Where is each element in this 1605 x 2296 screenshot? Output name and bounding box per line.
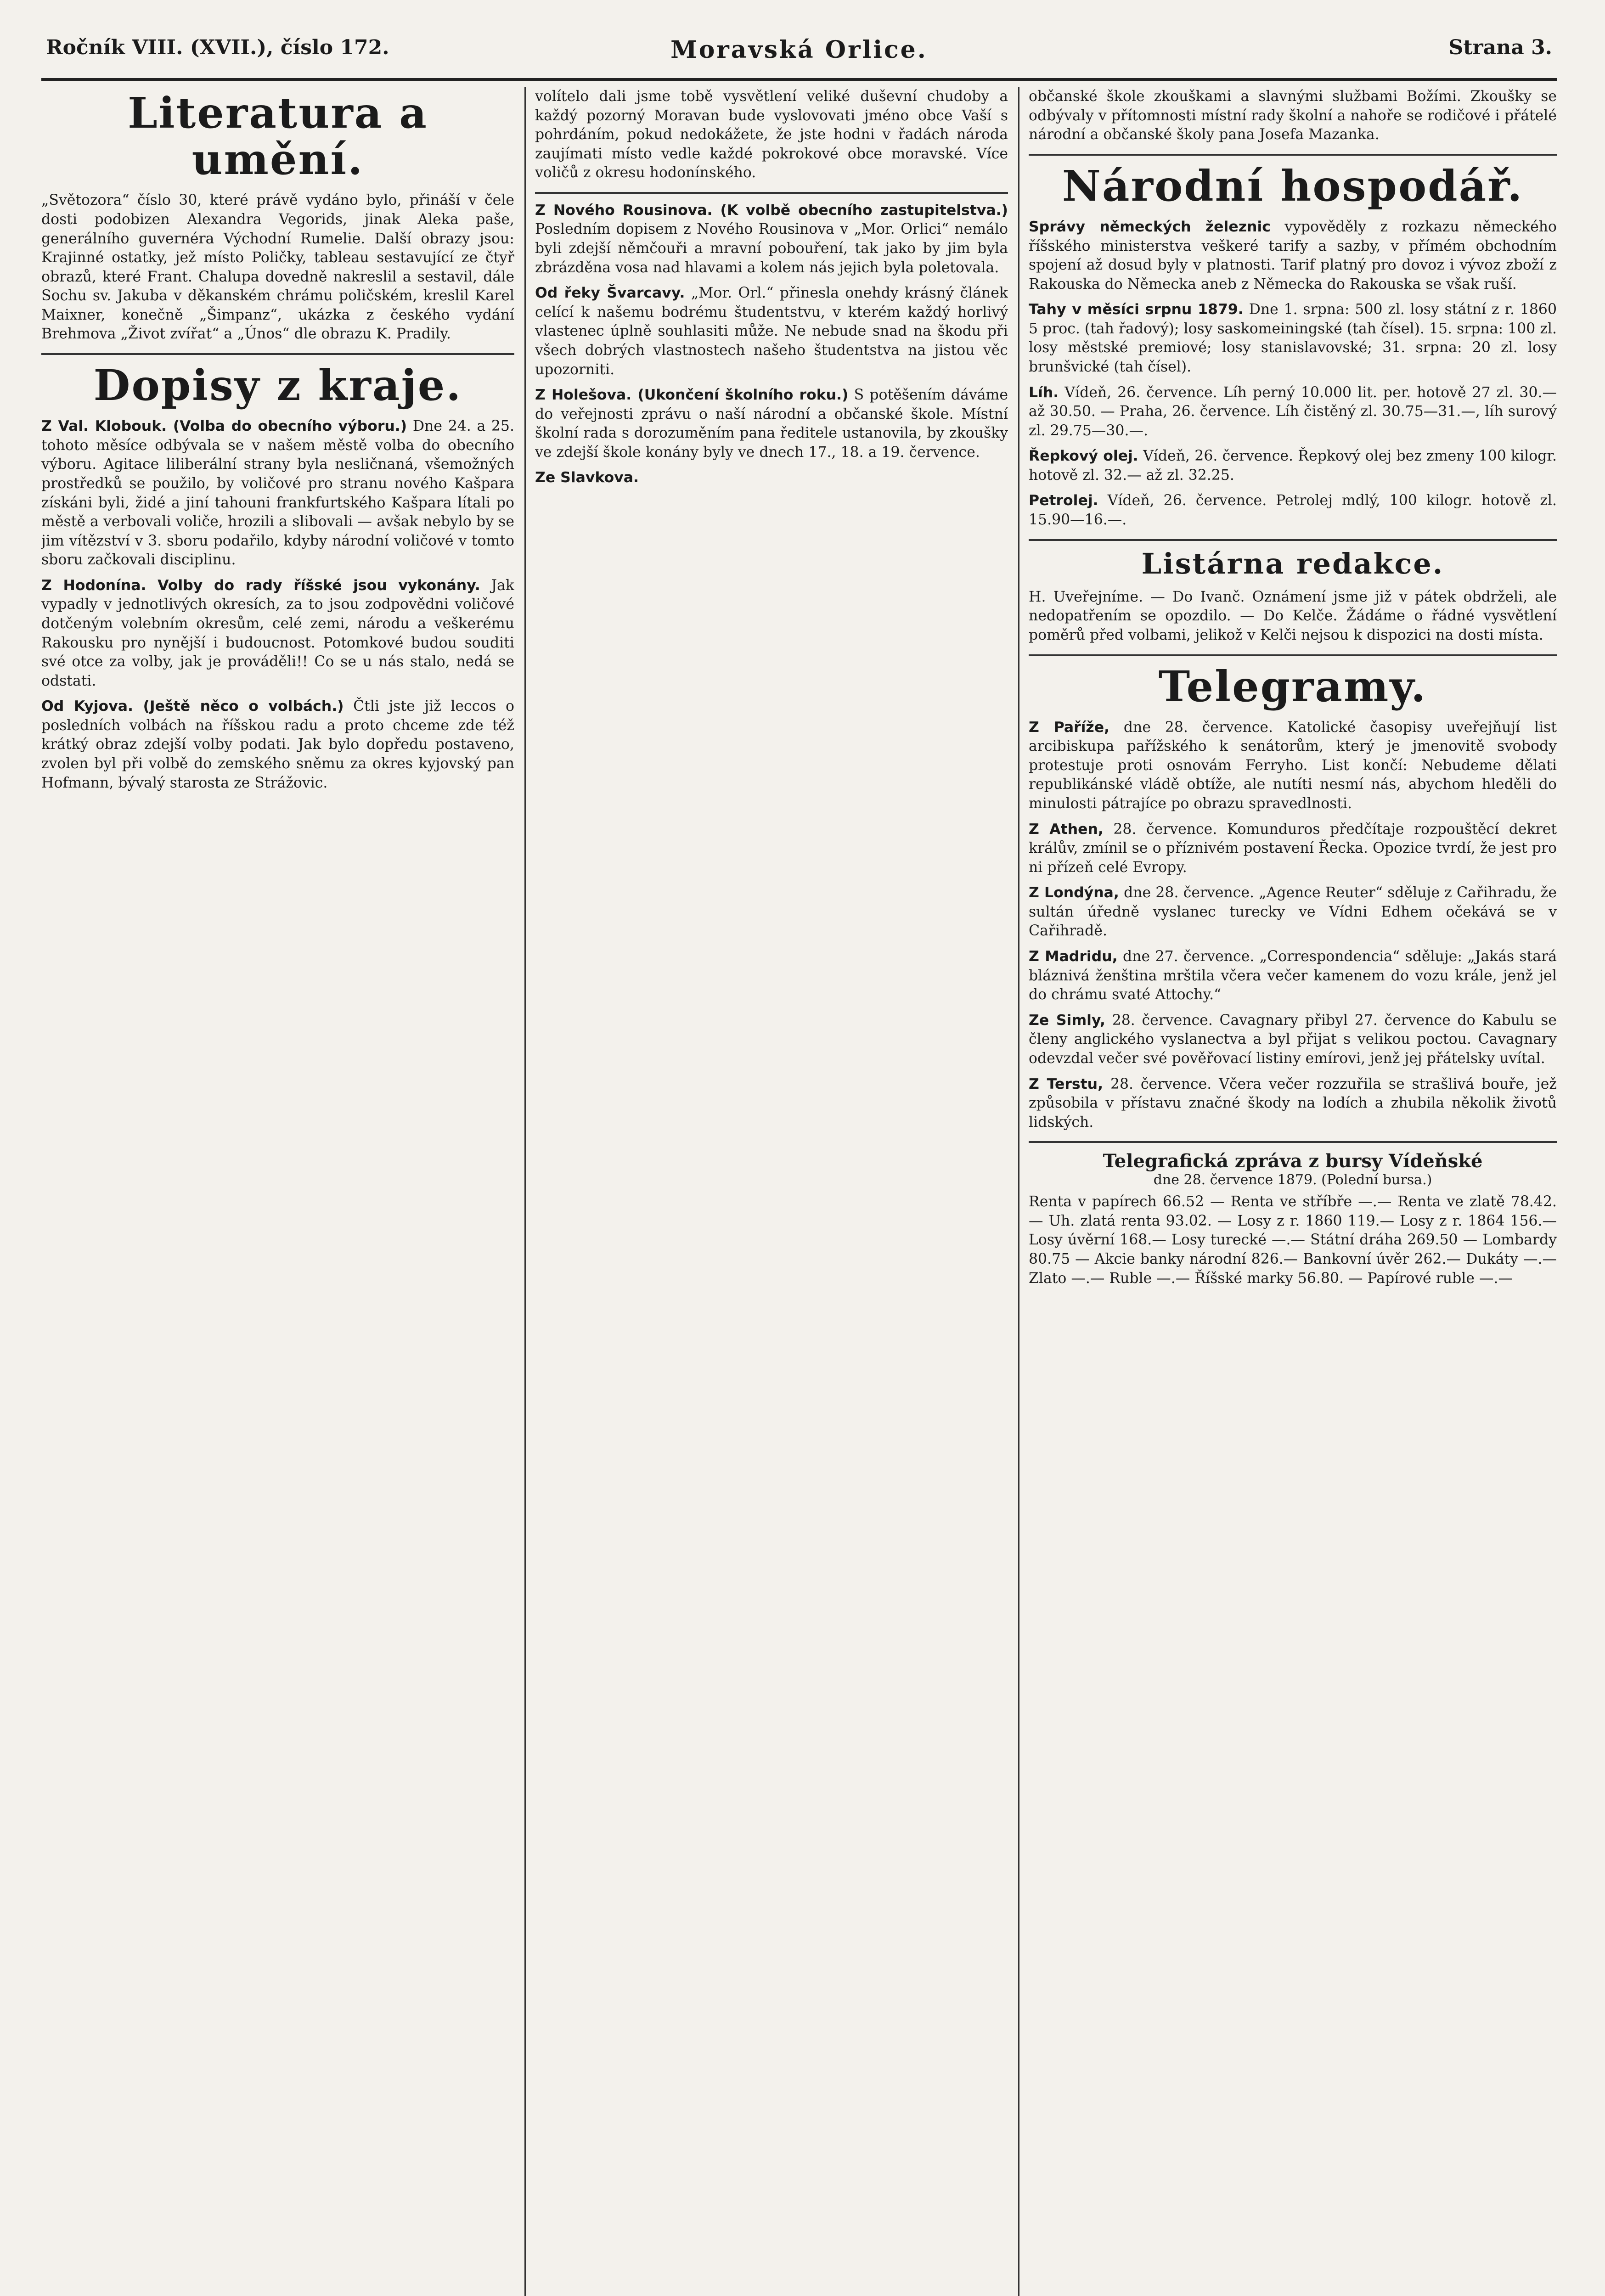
article-text: Jak vypadly v jednotlivých okresích, za to jsou zodpovědni voličové dotčeným volebním okresům, celé zemi, národu a veškerému Rakousku pro nynější i budoucnost. Potomkové budou souditi své otce za volby, jak je prováděli!! Co se u nás stalo, nedá se odstati.	[41, 577, 514, 689]
section-title-literatura: Literatura a umění.	[128, 88, 428, 185]
article	[1029, 718, 1557, 814]
article-lead: Ze Simly,	[1029, 1012, 1105, 1029]
article-text: Posledním dopisem z Nového Rousinova v „Mor. Orlici“ nemálo byli zdejší němčouři a mravní pobouření, tak jako by jim byla zbrázděna vosa nad hlavami a kolem nás jejich byla poletovala.	[535, 221, 1008, 276]
page-header	[41, 28, 1557, 81]
column-rule	[524, 87, 526, 2296]
column-2	[535, 87, 1008, 2296]
article	[535, 468, 1008, 488]
article-lead: Od Kyjova. (Ještě něco o volbách.)	[41, 698, 344, 715]
article-text: Dne 24. a 25. tohoto měsíce odbývala se v našem městě volba do obecního výboru. Agitace liliberální strany byla nesličnaná, všemožných prostředků se použilo, by voličové pro stranu nového Kašpara získáni byli, židé a jiní tahouni frankfurtského Kašpara lítali po městě a verbovali voliče, hrozili a slibovali — avšak nebylo by se jim vítězství v 3. sboru podařilo, kdyby národní voličové v tomto sboru začkovali disciplinu.	[41, 418, 514, 568]
article	[1029, 1075, 1557, 1132]
article-text: S potěšením dáváme do veřejnosti zprávu o naší národní a občanské škole. Místní školní rada s dorozuměním pana ředitele ustanovila, by zkoušky ve zdejší škole konány byly ve dnech 17., 18. a 19. července.	[535, 387, 1008, 461]
article	[1029, 1011, 1557, 1069]
article	[1029, 820, 1557, 878]
article-text: občanské škole zkouškami a slavnými službami Božími. Zkoušky se odbývaly v přítomnosti místní rady školní a nahoře se rodičové i přátelé národní a občanské školy pana Josefa Mazanka.	[1029, 88, 1557, 143]
article	[41, 417, 514, 570]
article	[41, 697, 514, 793]
article-text: dne 28. července. Katolické časopisy uveřejňují list arcibiskupa pařížského k senátorům, který je jmenovitě svobody protestuje proti osnovám Ferryho. List končí: Nebudeme dělati republikánské vládě obtíže, ale nutíti nesmí nás, abychom hleděli do minulosti pátrajíce po obrazu spravedlnosti.	[1029, 719, 1557, 812]
issue-info: Ročník VIII. (XVII.), číslo 172.	[46, 36, 389, 59]
section-divider	[535, 192, 1008, 194]
section-divider	[1029, 539, 1557, 541]
article-lead: Líh.	[1029, 384, 1059, 401]
article-text: Dne 1. srpna: 500 zl. losy státní z r. 1860 5 proc. (tah řadový); losy saskomeiningské (tah čísel). 15. srpna: 100 zl. losy městské premiové; losy stanislavovské; 31. srpna: 20 zl. losy brunšvické (tah čísel).	[1029, 301, 1557, 375]
article-lead: Z Paříže,	[1029, 719, 1110, 736]
article	[1029, 491, 1557, 529]
article-lead: Řepkový olej.	[1029, 448, 1138, 465]
article-lead: Z Holešova. (Ukončení školního roku.)	[535, 387, 849, 404]
section-divider	[1029, 654, 1557, 656]
column-1	[41, 87, 514, 2296]
article-lead: Z Terstu,	[1029, 1075, 1104, 1092]
article-text: Čtli jste již leccos o posledních volbách na říšskou radu a proto chceme zde též krátký obraz zdejší volby podati. Jak bylo dopředu postaveno, zvolen byl při volbě do zemského sněmu za okres kyjovský pan Hofmann, bývalý starosta ze Strážovic.	[41, 698, 514, 791]
newspaper-page	[41, 28, 1557, 2296]
article	[1029, 383, 1557, 441]
section-divider	[1029, 154, 1557, 156]
article-lead: Správy německých železnic	[1029, 218, 1271, 235]
article-text: 28. července. Cavagnary přibyl 27. července do Kabulu se členy anglického vyslanectva a byl přijat s velikou poctou. Cavagnary odevzdal večer své pověřovací listiny emírovi, jenž jej přátelsky uvítal.	[1029, 1012, 1557, 1067]
article-text: Vídeň, 26. července. Petrolej mdlý, 100 kilogr. hotově zl. 15.90—16.—.	[1029, 492, 1557, 529]
article-lead: Ze Slavkova.	[535, 469, 639, 486]
article	[1029, 300, 1557, 377]
bourse-subtitle: dne 28. července 1879. (Polední bursa.)	[1153, 1172, 1432, 1188]
article-text: „Mor. Orl.“ přinesla onehdy krásný článek celící k našemu bodrému študentstvu, v kterém každý horlivý vlastenec úplně souhlasiti může. Ne nebude snad na škodu při všech dobrých vlastnostech našeho študentstva na jistou věc upozorniti.	[535, 285, 1008, 378]
article-text: Vídeň, 26. července. Líh perný 10.000 lit. per. hotově 27 zl. 30.— až 30.50. — Praha, 26. července. Líh čistěný zl. 30.75—31.—, líh surový zl. 29.75—30.—.	[1029, 384, 1557, 439]
article-lead: Z Hodonína. Volby do rady říšské jsou vykonány.	[41, 577, 480, 594]
article	[535, 284, 1008, 379]
article-lead: Od řeky Švarcavy.	[535, 285, 685, 302]
article	[535, 386, 1008, 462]
article-lead: Z Athen,	[1029, 821, 1104, 838]
article-lead: Z Londýna,	[1029, 884, 1119, 901]
column-rule	[1018, 87, 1019, 2296]
section-divider	[1029, 1141, 1557, 1143]
masthead-title: Moravská Orlice.	[670, 36, 928, 64]
article-text: „Světozora“ číslo 30, které právě vydáno bylo, přináší v čele dosti podobizen Alexandra Vegorids, jinak Aleka paše, generálního guvernéra Východní Rumelie. Další obrazy jsou: Krajinné ostatky, jež místo Poličky, tableau sestavující ze čtyř obrazů, které Frant. Chalupa dovedně nakreslil a sestavil, dále Sochu sv. Jakuba v děkanském chrámu poličském, kreslil Karel Maixner, konečně „Šimpanz“, ukázka z českého vydání Brehmova „Život zvířat“ a „Únos“ dle obrazu K. Pradily.	[41, 192, 514, 343]
section-title-telegramy: Telegramy.	[1158, 661, 1427, 711]
article-lead: Tahy v měsíci srpnu 1879.	[1029, 301, 1244, 318]
page-number: Strana 3.	[1448, 36, 1552, 59]
article-lead: Z Nového Rousinova. (K volbě obecního zastupitelstva.)	[535, 202, 1008, 219]
bourse-title: Telegrafická zpráva z bursy Vídeňské	[1103, 1150, 1483, 1172]
article-lead: Petrolej.	[1029, 492, 1098, 509]
article-text: volítelo dali jsme tobě vysvětlení veliké duševní chudoby a každý pozorný Moravan bude vyslovovati jméno obce Vaší s pohrdáním, pokud nedokážete, že jste hodni v řadách národa zaujímati místo vedle každé pokrokové obce moravské. Více voličů z okresu hodonínského.	[535, 88, 1008, 181]
article-text: 28. července. Komunduros předčítaje rozpouštěcí dekret králův, zmínil se o příznivém postavení Řecka. Opozice tvrdí, že jest pro ni přízeň celé Evropy.	[1029, 821, 1557, 876]
article	[1029, 947, 1557, 1005]
article	[1029, 884, 1557, 941]
section-title-narodni-hospodar: Národní hospodář.	[1062, 161, 1524, 211]
article	[41, 576, 514, 691]
article	[1029, 218, 1557, 294]
article	[1029, 447, 1557, 485]
section-title-listarna: Listárna redakce.	[1141, 546, 1444, 580]
article-lead: Z Madridu,	[1029, 948, 1118, 965]
article-text: vypověděly z rozkazu německého říšského ministerstva veškeré tarify a sazby, v přímém obchodním spojení až dosud byly v platnosti. Tarif platný pro dovoz i vývoz zboží z Rakouska do Německa aneb z Německa do Rakouska se však ruší.	[1029, 218, 1557, 293]
article-text: Vídeň, 26. července. Řepkový olej bez zmeny 100 kilogr. hotově zl. 32.— až zl. 32.25.	[1029, 448, 1557, 484]
article-text: dne 28. července. „Agence Reuter“ sděluje z Cařihradu, že sultán úředně vyslanec turecky ve Vídni Edhem očekává se v Cařihradě.	[1029, 884, 1557, 940]
section-divider	[41, 353, 514, 355]
article-text: H. Uveřejníme. — Do Ivanč. Oznámení jsme již v pátek obdrželi, ale nedopatřením se opozdilo. — Do Kelče. Žádáme o řádné vysvětlení poměrů před volbami, jelikož v Kelči nejsou k dispozici na dosti místa.	[1029, 588, 1557, 643]
section-title-dopisy: Dopisy z kraje.	[93, 360, 462, 410]
bourse-text: Renta v papírech 66.52 — Renta ve stříbře —.— Renta ve zlatě 78.42. — Uh. zlatá renta 93.02. — Losy z r. 1860 119.— Losy z r. 1864 156.— Losy úvěrní 168.— Losy turecké —.— Státní dráha 269.50 — Lombardy 80.75 — Akcie banky národní 826.— Bankovní úvěr 262.— Dukáty —.— Zlato —.— Ruble —.— Říšské marky 56.80. — Papírové ruble —.—	[1029, 1193, 1557, 1287]
column-3	[1029, 87, 1557, 2296]
article	[535, 201, 1008, 277]
article-text: dne 27. července. „Correspondencia“ sděluje: „Jakás stará bláznivá ženština mrštila včera večer kamenem do vozu krále, jenž jel do chrámu svaté Attochy.“	[1029, 948, 1557, 1003]
article-text: 28. července. Včera večer rozzuřila se strašlivá bouře, jež způsobila v přístavu značné škody na lodích a zhubila několik životů lidských.	[1029, 1075, 1557, 1131]
article-lead: Z Val. Klobouk. (Volba do obecního výboru.)	[41, 418, 407, 435]
